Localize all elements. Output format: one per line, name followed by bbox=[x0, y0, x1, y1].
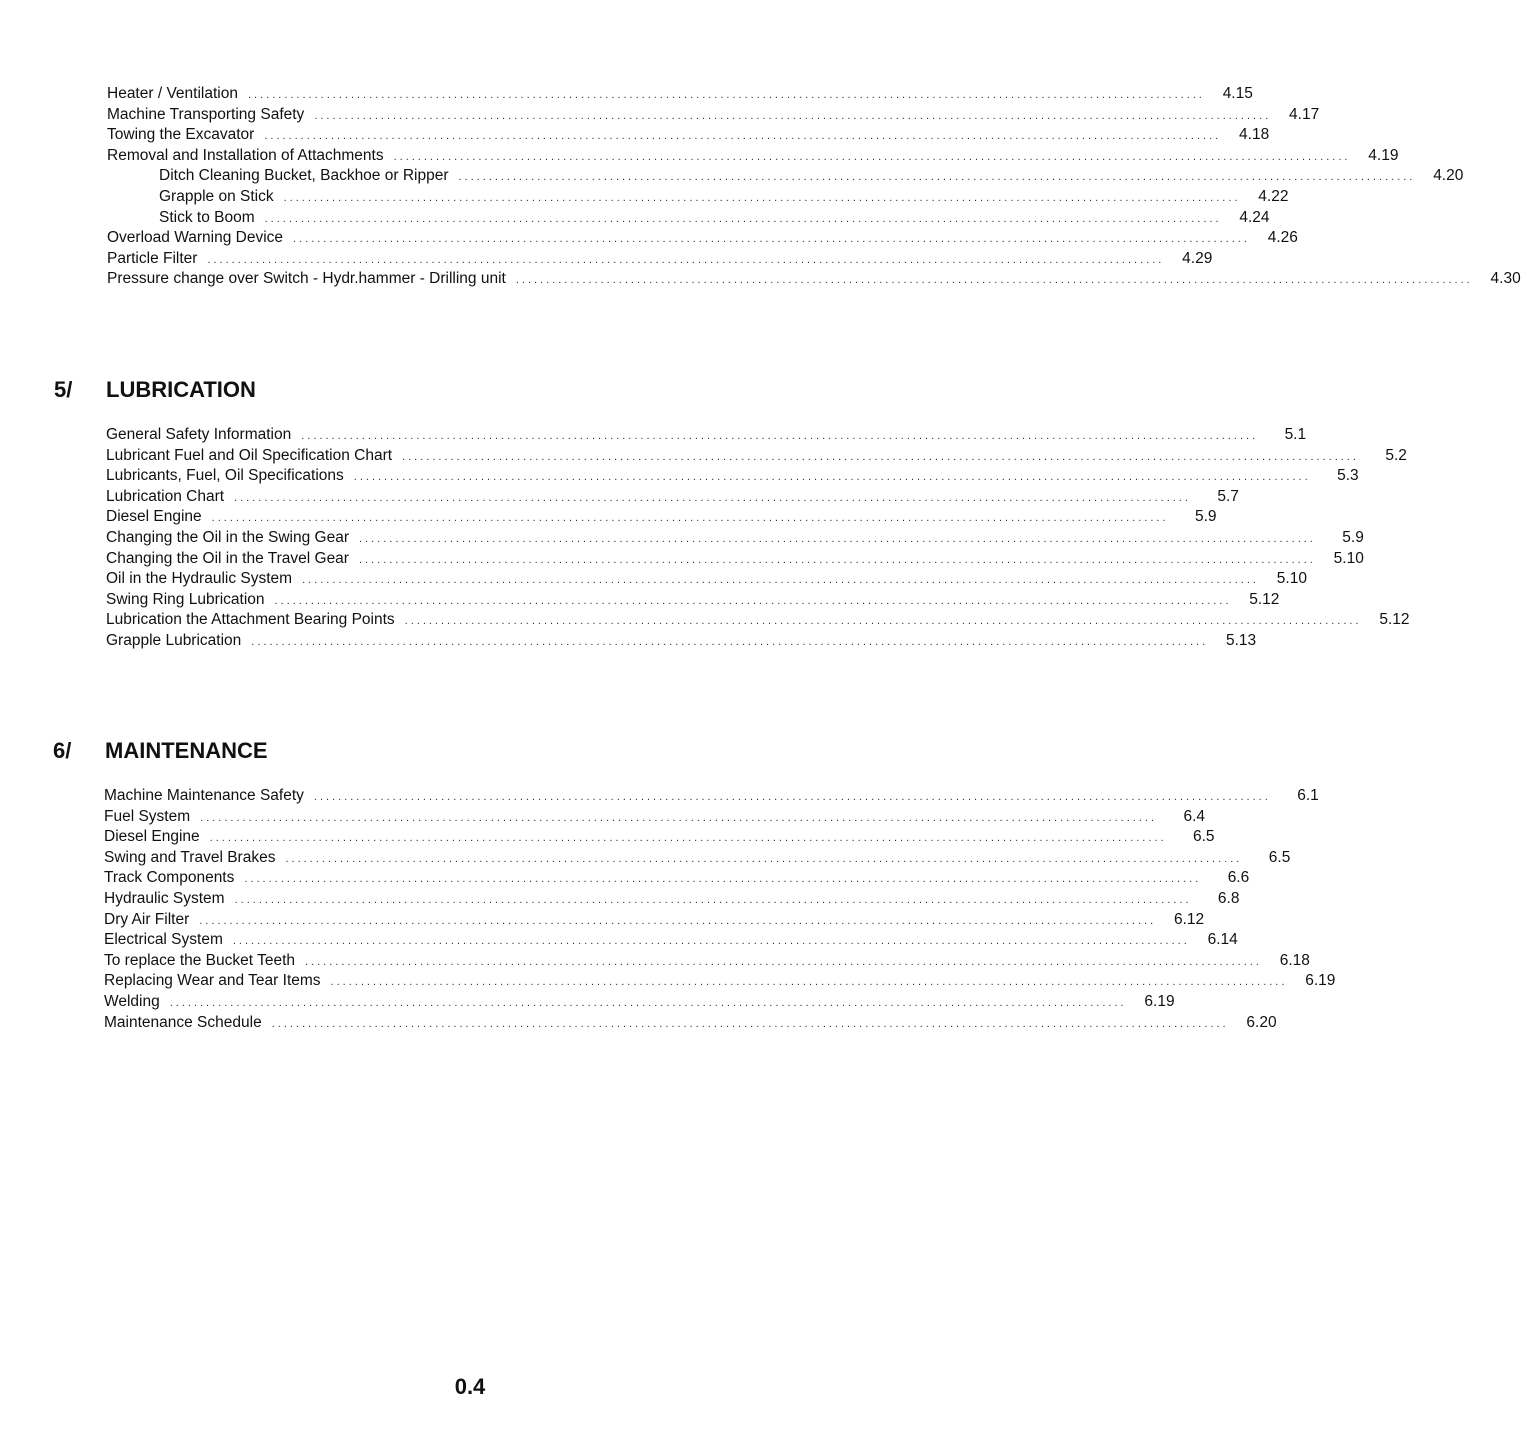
toc-entry[interactable] bbox=[104, 868, 1250, 889]
toc-leader-dots: .............................................................................................................................................................. bbox=[330, 976, 1288, 989]
toc-leader-dots: .............................................................................................................................................................. bbox=[244, 873, 1202, 886]
toc-subentry[interactable] bbox=[107, 208, 1270, 229]
toc-entry-label: General Safety Information bbox=[106, 426, 292, 443]
page-number: 0.4 bbox=[454, 1374, 486, 1399]
toc-entry-label: Lubrication Chart bbox=[106, 487, 225, 505]
toc-entry[interactable] bbox=[104, 951, 1310, 972]
toc-entry-label: Swing Ring Lubrication bbox=[106, 590, 265, 608]
toc-entry-page: 5.10 bbox=[1276, 570, 1307, 588]
toc-entry-label: Welding bbox=[104, 992, 160, 1010]
toc-entry[interactable] bbox=[106, 507, 1217, 528]
toc-leader-dots: .............................................................................................................................................................. bbox=[209, 832, 1167, 845]
toc-entry[interactable] bbox=[104, 1013, 1277, 1034]
toc-list-section-4 bbox=[107, 84, 1521, 290]
toc-leader-dots: .............................................................................................................................................................. bbox=[264, 130, 1222, 143]
toc-entry-page: 5.9 bbox=[1194, 508, 1217, 526]
toc-entry-label: Fuel System bbox=[104, 807, 191, 825]
toc-leader-dots: .............................................................................................................................................................. bbox=[200, 811, 1158, 824]
toc-entry[interactable] bbox=[106, 446, 1407, 467]
toc-entry[interactable] bbox=[107, 146, 1399, 167]
toc-entry-page: 5.2 bbox=[1385, 446, 1407, 464]
toc-list-section-6 bbox=[104, 786, 1336, 1033]
toc-entry-label: Lubrication the Attachment Bearing Points bbox=[106, 611, 395, 629]
section-title: MAINTENANCE bbox=[105, 738, 268, 763]
toc-entry-label: Ditch Cleaning Bucket, Backhoe or Ripper bbox=[159, 167, 449, 185]
toc-leader-dots: .............................................................................................................................................................. bbox=[251, 635, 1209, 648]
toc-entry[interactable] bbox=[107, 125, 1270, 146]
toc-leader-dots: .............................................................................................................................................................. bbox=[234, 491, 1191, 504]
toc-leader-dots: .............................................................................................................................................................. bbox=[285, 852, 1243, 865]
toc-entry[interactable] bbox=[107, 84, 1253, 105]
toc-entry-page: 6.14 bbox=[1207, 931, 1238, 949]
toc-leader-dots: .............................................................................................................................................................. bbox=[274, 594, 1232, 607]
toc-subentry[interactable] bbox=[107, 166, 1464, 187]
toc-entry-page: 6.5 bbox=[1192, 828, 1215, 846]
toc-entry[interactable] bbox=[106, 466, 1359, 487]
toc-entry-page: 6.20 bbox=[1246, 1013, 1277, 1031]
toc-leader-dots: .............................................................................................................................................................. bbox=[199, 914, 1157, 927]
toc-entry-label: Heater / Ventilation bbox=[107, 85, 238, 102]
toc-entry[interactable] bbox=[104, 786, 1319, 807]
toc-entry-label: Maintenance Schedule bbox=[104, 1013, 262, 1031]
toc-subentry[interactable] bbox=[107, 187, 1289, 208]
toc-leader-dots: .............................................................................................................................................................. bbox=[358, 553, 1316, 566]
toc-entry-label: Diesel Engine bbox=[104, 828, 200, 846]
section-heading-lubrication bbox=[54, 376, 256, 404]
toc-entry-label: Track Components bbox=[104, 869, 235, 887]
toc-entry[interactable] bbox=[107, 105, 1320, 126]
toc-leader-dots: .............................................................................................................................................................. bbox=[302, 574, 1259, 587]
toc-entry[interactable] bbox=[104, 848, 1291, 869]
toc-entry-page: 6.4 bbox=[1183, 807, 1206, 825]
toc-entry-label: Particle Filter bbox=[107, 249, 198, 267]
toc-leader-dots: .............................................................................................................................................................. bbox=[358, 532, 1316, 545]
toc-entry[interactable] bbox=[106, 631, 1257, 652]
toc-entry-page: 5.12 bbox=[1249, 590, 1280, 608]
toc-entry[interactable] bbox=[104, 910, 1205, 931]
toc-entry-page: 4.18 bbox=[1239, 126, 1270, 144]
toc-entry-page: 6.5 bbox=[1268, 848, 1291, 866]
toc-entry[interactable] bbox=[104, 992, 1175, 1013]
toc-leader-dots: .............................................................................................................................................................. bbox=[264, 212, 1222, 225]
toc-leader-dots: .............................................................................................................................................................. bbox=[305, 955, 1262, 968]
toc-entry-page: 4.30 bbox=[1490, 270, 1521, 288]
toc-entry[interactable] bbox=[106, 569, 1307, 590]
toc-leader-dots: .............................................................................................................................................................. bbox=[207, 253, 1165, 266]
toc-leader-dots: .............................................................................................................................................................. bbox=[404, 615, 1362, 628]
toc-entry-label: To replace the Bucket Teeth bbox=[104, 951, 296, 969]
toc-entry[interactable] bbox=[104, 930, 1238, 951]
toc-entry-label: Changing the Oil in the Swing Gear bbox=[106, 528, 349, 546]
toc-entry-page: 6.19 bbox=[1144, 992, 1175, 1010]
toc-leader-dots: .............................................................................................................................................................. bbox=[458, 171, 1416, 184]
toc-entry[interactable] bbox=[106, 425, 1307, 446]
toc-entry-label: Lubricant Fuel and Oil Specification Chart bbox=[106, 446, 393, 464]
toc-leader-dots: .............................................................................................................................................................. bbox=[211, 512, 1169, 525]
toc-leader-dots: .............................................................................................................................................................. bbox=[234, 893, 1192, 906]
toc-leader-dots: .............................................................................................................................................................. bbox=[301, 430, 1259, 442]
toc-entry-page: 6.12 bbox=[1173, 910, 1205, 928]
section-title: LUBRICATION bbox=[106, 377, 256, 402]
toc-entry-page: 5.7 bbox=[1217, 487, 1239, 505]
toc-entry[interactable] bbox=[104, 971, 1336, 992]
toc-entry-page: 4.24 bbox=[1239, 208, 1270, 226]
toc-entry-label: Diesel Engine bbox=[106, 508, 202, 526]
toc-list-section-5 bbox=[106, 425, 1410, 652]
toc-entry-page: 5.10 bbox=[1333, 549, 1364, 567]
toc-entry-page: 4.26 bbox=[1267, 229, 1298, 247]
toc-leader-dots: .............................................................................................................................................................. bbox=[247, 89, 1205, 101]
toc-leader-dots: .............................................................................................................................................................. bbox=[293, 233, 1250, 246]
toc-entry-label: Grapple Lubrication bbox=[106, 631, 242, 649]
toc-entry[interactable] bbox=[104, 827, 1215, 848]
toc-entry-label: Dry Air Filter bbox=[104, 910, 190, 928]
section-number: 5/ bbox=[54, 377, 73, 402]
toc-leader-dots: .............................................................................................................................................................. bbox=[283, 191, 1241, 204]
toc-leader-dots: .............................................................................................................................................................. bbox=[314, 109, 1272, 122]
toc-entry-label: Hydraulic System bbox=[104, 889, 225, 907]
toc-entry-page: 4.17 bbox=[1289, 105, 1320, 123]
toc-leader-dots: .............................................................................................................................................................. bbox=[402, 450, 1359, 463]
toc-entry[interactable] bbox=[106, 528, 1364, 549]
toc-entry-label: Machine Maintenance Safety bbox=[104, 787, 304, 804]
toc-entry[interactable] bbox=[104, 889, 1240, 910]
toc-entry-page: 4.29 bbox=[1182, 249, 1213, 267]
toc-entry-label: Replacing Wear and Tear Items bbox=[104, 972, 321, 990]
toc-entry-page: 4.19 bbox=[1368, 146, 1399, 164]
toc-entry-label: Oil in the Hydraulic System bbox=[106, 570, 293, 588]
toc-leader-dots: .............................................................................................................................................................. bbox=[232, 935, 1190, 948]
toc-leader-dots: .............................................................................................................................................................. bbox=[515, 274, 1473, 287]
toc-leader-dots: .............................................................................................................................................................. bbox=[313, 791, 1271, 803]
toc-entry[interactable] bbox=[106, 487, 1239, 508]
toc-entry-page: 6.1 bbox=[1297, 787, 1319, 804]
toc-entry-page: 5.1 bbox=[1284, 426, 1307, 443]
toc-entry[interactable] bbox=[104, 807, 1206, 828]
toc-entry-page: 6.19 bbox=[1305, 972, 1336, 990]
toc-entry-page: 5.12 bbox=[1379, 611, 1410, 629]
toc-entry-label: Stick to Boom bbox=[159, 208, 255, 226]
toc-entry-page: 4.15 bbox=[1222, 85, 1253, 102]
toc-entry[interactable] bbox=[107, 269, 1521, 290]
toc-entry-label: Swing and Travel Brakes bbox=[104, 848, 276, 866]
toc-entry-label: Lubricants, Fuel, Oil Specifications bbox=[106, 467, 344, 485]
toc-entry-label: Removal and Installation of Attachments bbox=[107, 146, 384, 164]
toc-leader-dots: .............................................................................................................................................................. bbox=[393, 150, 1351, 163]
toc-entry[interactable] bbox=[106, 610, 1410, 631]
toc-entry[interactable] bbox=[107, 228, 1298, 249]
toc-entry[interactable] bbox=[107, 249, 1213, 270]
toc-entry[interactable] bbox=[106, 549, 1364, 570]
toc-entry-page: 4.22 bbox=[1258, 187, 1289, 205]
toc-entry-label: Towing the Excavator bbox=[107, 126, 255, 144]
toc-entry-page: 6.18 bbox=[1279, 951, 1310, 969]
toc-entry-label: Grapple on Stick bbox=[159, 187, 274, 205]
toc-entry-page: 6.6 bbox=[1227, 869, 1250, 887]
toc-entry-page: 6.8 bbox=[1217, 889, 1240, 907]
toc-entry-page: 5.13 bbox=[1225, 631, 1257, 649]
toc-entry-label: Overload Warning Device bbox=[107, 229, 284, 247]
toc-leader-dots: .............................................................................................................................................................. bbox=[353, 471, 1311, 484]
toc-entry-page: 5.9 bbox=[1342, 528, 1364, 546]
toc-entry-page: 4.20 bbox=[1433, 167, 1464, 185]
section-heading-maintenance bbox=[53, 737, 268, 765]
section-number: 6/ bbox=[53, 738, 72, 763]
toc-entry-label: Pressure change over Switch - Hydr.hammer - Drilling unit bbox=[107, 270, 506, 288]
toc-entry[interactable] bbox=[106, 590, 1280, 611]
toc-leader-dots: .............................................................................................................................................................. bbox=[271, 1017, 1229, 1030]
toc-entry-label: Machine Transporting Safety bbox=[107, 105, 305, 123]
toc-leader-dots: .............................................................................................................................................................. bbox=[169, 996, 1127, 1009]
toc-entry-label: Changing the Oil in the Travel Gear bbox=[106, 549, 349, 567]
toc-entry-page: 5.3 bbox=[1337, 467, 1359, 485]
toc-entry-label: Electrical System bbox=[104, 931, 223, 949]
